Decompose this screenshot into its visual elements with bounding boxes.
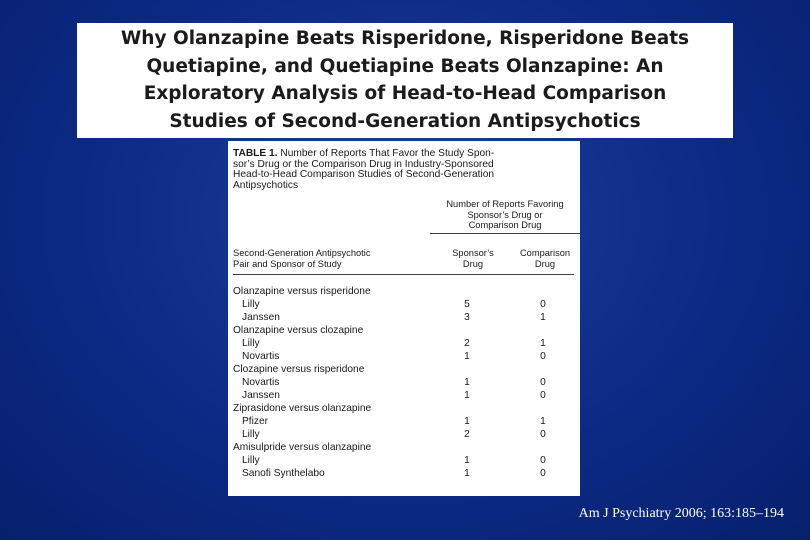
- row-label: Sanofi Synthelabo: [242, 467, 325, 479]
- sponsor-count: 5: [464, 299, 470, 311]
- row-label: Novartis: [242, 376, 280, 388]
- comparison-count: 0: [540, 376, 546, 388]
- title-line: Why Olanzapine Beats Risperidone, Risperidone Beats: [120, 28, 690, 49]
- table-caption-line: Head-to-Head Comparison Studies of Second-Generation: [233, 169, 495, 181]
- comparison-count: 0: [540, 299, 546, 311]
- row-label: Lilly: [242, 428, 260, 440]
- table-caption-line: Antipsychotics: [233, 179, 299, 191]
- column-header-line: Pair and Sponsor of Study: [233, 258, 342, 269]
- table-row: [233, 468, 574, 481]
- table-caption-text: Number of Reports That Favor the Study Spon-: [277, 148, 495, 159]
- sponsor-count: 1: [464, 376, 470, 388]
- comparison-count: 0: [540, 467, 546, 479]
- column-header-line: Sponsor’s: [452, 248, 494, 259]
- table-row: [233, 377, 574, 390]
- table-label: TABLE 1.: [233, 148, 278, 159]
- row-label: Amisulpride versus olanzapine: [233, 441, 372, 453]
- sponsor-count: 2: [464, 338, 470, 350]
- sponsor-count: 1: [464, 467, 470, 479]
- comparison-count: 0: [540, 454, 546, 466]
- header-rule: [233, 274, 574, 275]
- comparison-count: 1: [540, 312, 546, 324]
- title-line: Studies of Second-Generation Antipsychotics: [169, 110, 641, 132]
- title-box: [77, 23, 733, 138]
- column-header-line: Comparison: [519, 248, 571, 259]
- title-line: Quetiapine, and Quetiapine Beats Olanzapine: An: [146, 55, 664, 77]
- row-label: Clozapine versus risperidone: [233, 364, 365, 375]
- group-header: [430, 199, 580, 234]
- table-group-row: [233, 286, 574, 299]
- table-group-row: [233, 403, 574, 416]
- sponsor-count: 2: [464, 428, 470, 440]
- column-header-line: Second-Generation Antipsychotic: [233, 248, 371, 259]
- comparison-count: 0: [540, 389, 546, 401]
- column-header-sponsor: [433, 248, 513, 269]
- table-row: [233, 338, 574, 351]
- row-label: Lilly: [242, 299, 260, 311]
- comparison-count: 0: [540, 428, 546, 440]
- table-row: [233, 455, 574, 468]
- table-group-row: [233, 442, 574, 455]
- citation: Am J Psychiatry 2006; 163:185–194: [578, 506, 784, 521]
- table-row: [233, 390, 574, 403]
- row-label: Lilly: [242, 338, 260, 350]
- row-label: Ziprasidone versus olanzapine: [233, 402, 372, 414]
- table-row: [233, 299, 574, 312]
- comparison-count: 1: [540, 415, 546, 427]
- sponsor-count: 1: [464, 351, 470, 363]
- table-row: [233, 351, 574, 364]
- table-caption-line: sor’s Drug or the Comparison Drug in Industry-Sponsored: [233, 158, 494, 170]
- row-label: Lilly: [242, 454, 260, 466]
- table-group-row: [233, 364, 574, 377]
- column-header-line: Drug: [534, 258, 556, 269]
- table-group-row: [233, 325, 574, 338]
- group-header-line: Number of Reports Favoring: [446, 199, 564, 210]
- table-body: [233, 286, 574, 480]
- group-header-line: Comparison Drug: [468, 220, 542, 231]
- group-header-line: Sponsor’s Drug or: [467, 209, 543, 220]
- comparison-count: 0: [540, 351, 546, 363]
- row-label: Olanzapine versus risperidone: [233, 286, 371, 298]
- sponsor-count: 1: [464, 415, 470, 427]
- sponsor-count: 3: [464, 312, 470, 324]
- column-header-line: Drug: [462, 258, 484, 269]
- column-header-comparison: [505, 248, 585, 269]
- row-label: Janssen: [242, 312, 280, 324]
- table-row: [233, 312, 574, 325]
- row-label: Janssen: [242, 389, 280, 401]
- table-caption-line: [233, 149, 574, 160]
- comparison-count: 1: [540, 338, 546, 350]
- table-image: [228, 141, 580, 496]
- row-label: Olanzapine versus clozapine: [233, 325, 364, 337]
- sponsor-count: 1: [464, 454, 470, 466]
- row-label: Novartis: [242, 351, 280, 363]
- table-row: [233, 416, 574, 429]
- title-line: Exploratory Analysis of Head-to-Head Comparison: [143, 83, 667, 104]
- row-label: Pfizer: [242, 415, 269, 427]
- sponsor-count: 1: [464, 389, 470, 401]
- column-header-pair: [233, 248, 398, 269]
- table-header: [233, 191, 574, 286]
- table-row: [233, 429, 574, 442]
